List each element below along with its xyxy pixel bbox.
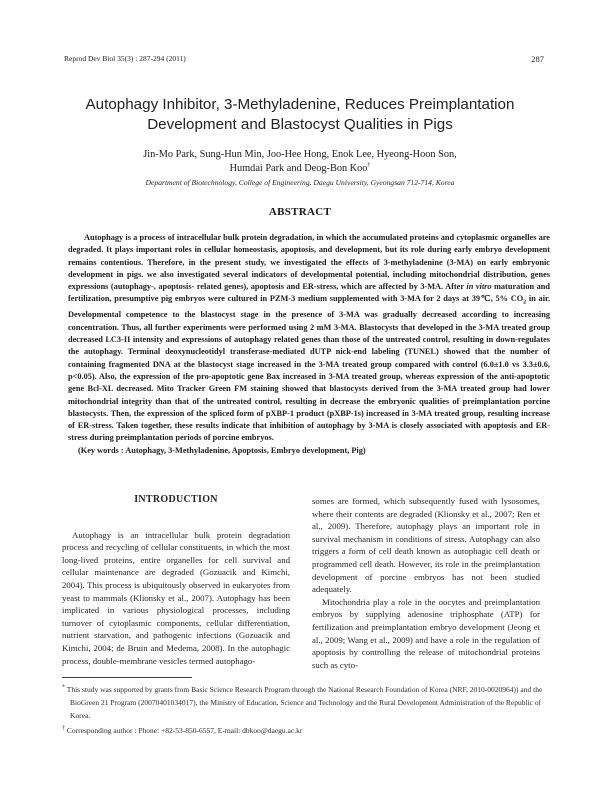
abstract-paragraph xyxy=(68,232,550,445)
running-header xyxy=(64,54,544,64)
journal-citation: Reprod Dev Biol 35(3) : 287-294 (2011) xyxy=(64,54,186,63)
corresponding-text: Corresponding author : Phone: +82-53-850-6557, E-mail: dbkoo@daegu.ac.kr xyxy=(66,726,303,735)
abstract-text-a: Autophagy is a process of intracellular bulk protein degradation, in which the accumulated proteins and cytoplasmic organelles are degraded. It plays important roles in cellular homeostasis, apoptosis, and development, but its role during early embryo development remains contentious. Therefore, in the present study, we investigated the effects of 3-methyladenine (3-MA) on early embryonic development in pigs. we also investigated several indicators of developmental potential, including mitochondrial distribution, genes expressions (autophagy-, apoptosis- related genes), apoptosis and ER-stress, which are affected by 3-MA. After xyxy=(68,233,550,292)
abstract-body xyxy=(68,232,550,457)
page-number: 287 xyxy=(531,54,544,64)
footnotes xyxy=(62,683,552,737)
footnote-funding xyxy=(62,683,552,722)
author-list xyxy=(40,148,560,176)
authors-line-2: Humdai Park and Deog-Bon Koo xyxy=(229,163,368,174)
co2-subscript: 2 xyxy=(523,300,527,307)
corresponding-mark: † xyxy=(367,162,371,169)
intro-paragraph-2: Mitochondria play a role in the oocytes and preimplantation embryos by supplying adenosine triphosphate (ATP) for fertilization and preimplantation embryo development (Jeong et al., 2009; Wang et al., 2009) and have a role in the regulation of apoptosis by controlling the release of mitochondrial proteins such as cyto- xyxy=(312,596,540,670)
abstract-heading: ABSTRACT xyxy=(268,206,332,218)
intro-paragraph-1-cont: somes are formed, which subsequently fused with lysosomes, where their contents are degraded (Klionsky et al., 2007; Ren et al., 2009). Therefore, autophagy plays an important role in survival mechanism in conditions of stress. Autophagy can also triggers a form of cell death known as autophagic cell death or programmed cell death. However, its role in the preimplantation development of porcine embryos has not been studied adequately. xyxy=(312,496,540,595)
funding-text: This study was supported by grants from Basic Science Research Program through the National Research Foundation of Korea (NRF, 2010-0020964)) and the BioGreen 21 Program (20070401034017), the Ministry of Education, Science and Technology and the Rural Development Administration of the Republic of Korea. xyxy=(66,685,543,720)
abstract-text-c: in air. Developmental competence to the blastocyst stage in the presence of 3-MA was gradually decreased according to increasing concentration. Thus, all further experiments were performed using 2 mM 3-MA. Blastocysts that developed in the 3-MA treated group decreased LC3-II intensity and expressions of autophagy related genes than those of the untreated control, resulting in down-regulates the autophagy. Terminal deoxynucleotidyl transferase-mediated dUTP nick-end labeling (TUNEL) showed that the number of containing fragmented DNA at the blastocyst stage increased in the 3-MA treated group compared with control (6.0±1.0 vs 3.3±0.6, p<0.05). Also, the expression of the pro-apoptotic gene Bax increased in 3-MA treated group, whereas expression of the anti-apoptotic gene Bcl-XL decreased. Mito Tracker Green FM staining showed that blastocysts derived from the 3-MA treated group had lower mitochondrial integrity than that of the untreated control, resulting in decrease the embryonic qualities of preimplantation porcine blastocysts. Then, the expression of the spliced form of pXBP-1 product (pXBP-1s) increased in 3-MA treated group, resulting increase of ER-stress. Taken together, these results indicate that inhibition of autophagy by 3-MA is closely associated with apoptosis and ER-stress during preimplantation periods of porcine embryos. xyxy=(68,294,550,443)
intro-heading: INTRODUCTION xyxy=(134,494,218,505)
footnote-rule xyxy=(62,677,192,678)
abstract-italic: in vitro xyxy=(466,282,492,292)
left-column xyxy=(62,494,290,667)
intro-paragraph-1: Autophagy is an intracellular bulk protein degradation process and recycling of cellular constituents, in which the most long-lived proteins, entire organelles for cell survival and cellular maintenance are degraded (Gozuacik and Kimchi, 2004). This process is ubiquitously observed in eukaryotes from yeast to mammals (Klionsky et al., 2007). Autophagy has been implicated in various physiological processes, including turnover of cytoplasmic components, cellular differentiation, nutrient starvation, and pathogenic infections (Gozuacik and Kimchi, 2004; de Bruin and Medema, 2008). In the autophagic process, double-membrane vesicles termed autophago- xyxy=(62,529,290,666)
affiliation: Department of Biotechnology, College of Engineering, Daegu University, Gyeongsan 712-714, Korea xyxy=(145,178,455,187)
right-column xyxy=(312,495,540,671)
keywords: (Key words : Autophagy, 3-Methyladenine, Apoptosis, Embryo development, Pig) xyxy=(78,445,366,455)
title-line-1: Autophagy Inhibitor, 3-Methyladenine, Reduces Preimplantation xyxy=(85,96,515,113)
paper-title xyxy=(40,95,560,135)
abstract-text-b: maturation and fertilization, presumptive pig embryos were cultured in PZM-3 medium supplemented with 3-MA for 2 days at 39℃, 5% CO xyxy=(68,282,550,304)
title-line-2: Development and Blastocyst Qualities in Pigs xyxy=(147,116,453,133)
authors-line-1: Jin-Mo Park, Sung-Hun Min, Joo-Hee Hong, Enok Lee, Hyeong-Hoon Son, xyxy=(143,149,457,160)
corresponding-footnote-mark: † xyxy=(62,725,65,732)
funding-mark: * xyxy=(62,684,65,691)
footnote-corresponding xyxy=(62,724,552,737)
